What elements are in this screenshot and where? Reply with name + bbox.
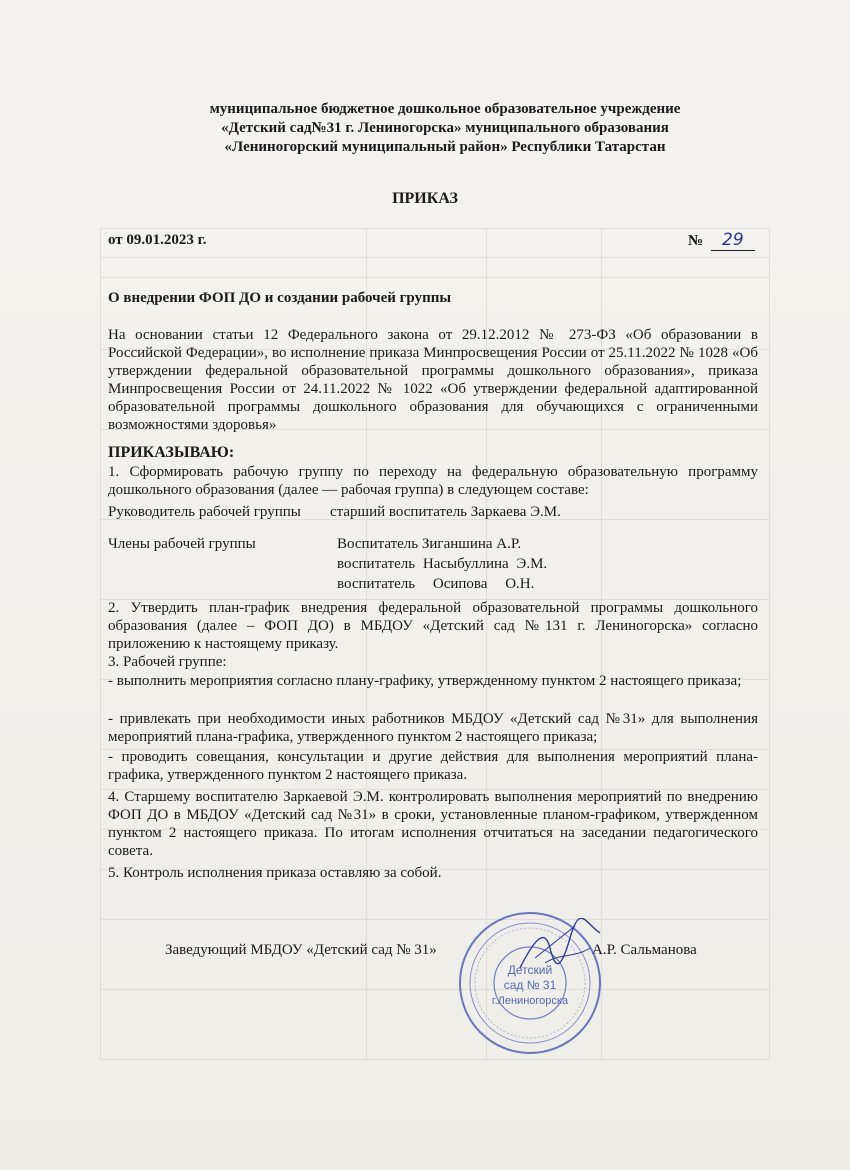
- order-number: [688, 230, 755, 251]
- document-title: ПРИКАЗ: [392, 190, 458, 207]
- item-3c-paragraph: - проводить совещания, консультации и другие действия для выполнения мероприятий плана-графика, утвержденного пунктом 2 настоящего приказа.: [108, 749, 758, 783]
- group-leader-value: старший воспитатель Заркаева Э.М.: [330, 504, 561, 520]
- organization-line-3: «Лениногорский муниципальный район» Республики Татарстан: [224, 139, 666, 155]
- item-3a-paragraph: - выполнить мероприятия согласно плану-графику, утвержденному пунктом 2 настоящего приказа;: [108, 673, 742, 689]
- item-2-paragraph: 2. Утвердить план-график внедрения федеральной образовательной программы дошкольного образования (далее – ФОП ДО) в МБДОУ «Детский сад №131 г. Лениногорска» согласно приложению к настоящему приказу.: [108, 600, 758, 652]
- item-3-heading: 3. Рабочей группе:: [108, 654, 227, 670]
- order-subject: О внедрении ФОП ДО и создании рабочей группы: [108, 290, 452, 306]
- order-date: от 09.01.2023 г.: [108, 232, 207, 248]
- item-4-paragraph: 4. Старшему воспитателю Заркаевой Э.М. контролировать выполнения мероприятий по внедрению ФОП ДО в МБДОУ «Детский сад №31» в сроки, установленные планом-графиком, утвержденном пунктом 2 настоящего приказа. По итогам исполнения отчитаться на заседании педагогического совета.: [108, 789, 758, 859]
- item-1-paragraph: 1. Сформировать рабочую группу по переходу на федеральную образовательную программу дошкольного образования (далее — рабочая группа) в следующем составе:: [108, 464, 758, 498]
- group-member: воспитатель Осипова О.Н.: [337, 576, 535, 592]
- handwritten-signature: [515, 918, 605, 978]
- group-member: Воспитатель Зиганшина А.Р.: [337, 536, 522, 552]
- organization-header: [120, 100, 770, 157]
- signature-position: Заведующий МБДОУ «Детский сад № 31»: [165, 942, 437, 958]
- signature-name: А.Р. Сальманова: [592, 942, 697, 958]
- stamp-line-1: Детский: [507, 963, 553, 977]
- item-3b-paragraph: - привлекать при необходимости иных работников МБДОУ «Детский сад №31» для выполнения мероприятий плана-графика, утвержденного пунктом 2 настоящего приказа;: [108, 711, 758, 745]
- order-keyword: ПРИКАЗЫВАЮ:: [108, 444, 235, 461]
- stamp-line-2: сад № 31: [503, 978, 557, 992]
- order-number-label: №: [688, 233, 704, 249]
- order-number-value: 29: [711, 230, 755, 251]
- group-members-label: Члены рабочей группы: [108, 536, 256, 552]
- preamble-paragraph: На основании статьи 12 Федерального закона от 29.12.2012 № 273-ФЗ «Об образовании в Российской Федерации», во исполнение приказа Минпросвещения России от 25.11.2022 № 1028 «Об утверждении федеральной образовательной программы дошкольного образования», приказа Минпросвещения России от 24.11.2022 № 1022 «Об утверждении федеральной адаптированной образовательной программы дошкольного образования для обучающихся с ограниченными возможностями здоровья»: [108, 327, 758, 433]
- organization-line-1: муниципальное бюджетное дошкольное образовательное учреждение: [209, 101, 681, 117]
- group-member: воспитатель Насыбуллина Э.М.: [337, 556, 548, 572]
- stamp-line-3: г.Лениногорска: [491, 995, 569, 1007]
- organization-line-2: «Детский сад№31 г. Лениногорска» муниципального образования: [221, 120, 669, 136]
- group-leader-label: Руководитель рабочей группы: [108, 504, 301, 520]
- item-5-paragraph: 5. Контроль исполнения приказа оставляю за собой.: [108, 865, 442, 881]
